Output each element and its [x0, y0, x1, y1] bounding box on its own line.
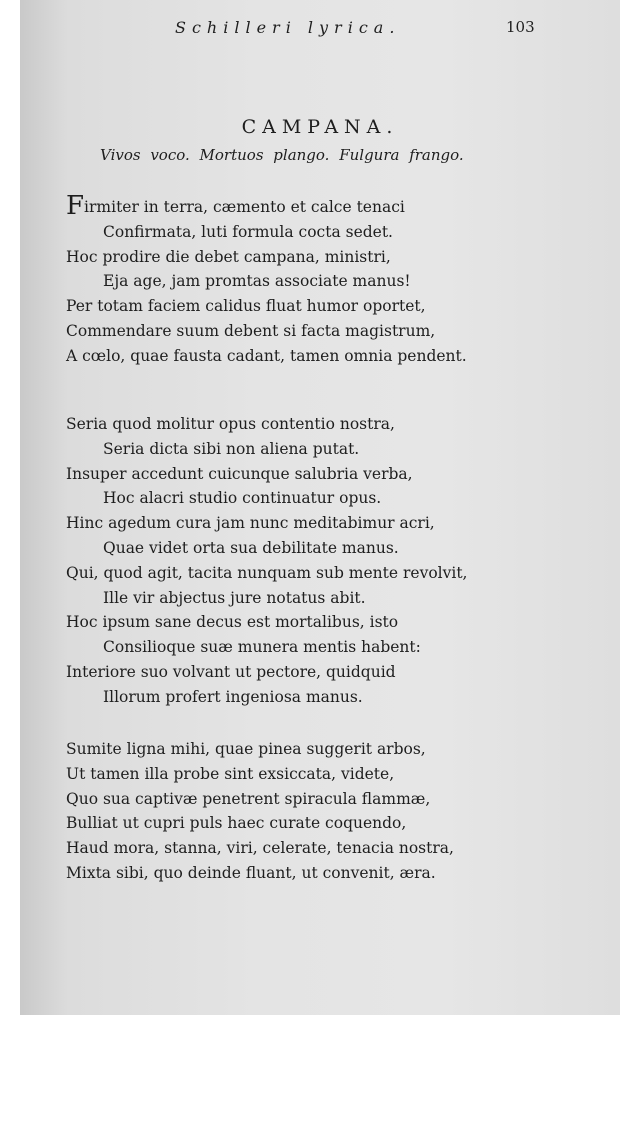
stanza-1	[66, 191, 586, 369]
poem-line-text: Eja age, jam promtas associate manus!	[103, 272, 411, 291]
running-title: Schilleri lyrica.	[175, 18, 401, 37]
poem-line	[66, 191, 586, 221]
poem-line	[66, 610, 586, 635]
drop-cap: F	[66, 191, 85, 221]
poem-line-text: Qui, quod agit, tacita nunquam sub mente revolvit,	[66, 563, 468, 582]
stanza-3	[66, 737, 586, 886]
poem-line	[66, 811, 586, 836]
poem-line-text: Mixta sibi, quo deinde fluant, ut convenit, æra.	[66, 863, 436, 882]
poem-line-text: Quae videt orta sua debilitate manus.	[103, 538, 399, 557]
poem-line	[66, 536, 586, 561]
poem-line	[66, 412, 586, 437]
poem-line-text: Illorum profert ingeniosa manus.	[103, 687, 363, 706]
poem-line-text: Commendare suum debent si facta magistrum,	[66, 321, 436, 340]
poem-line-text: Hoc prodire die debet campana, ministri,	[66, 247, 391, 266]
poem-line-text: Bulliat ut cupri puls haec curate coquendo,	[66, 814, 407, 833]
poem-line	[66, 561, 586, 586]
poem-line	[66, 685, 586, 710]
poem-line-text: Hoc alacri studio continuatur opus.	[103, 489, 382, 508]
poem-line-text: Hinc agedum cura jam nunc meditabimur acri,	[66, 514, 435, 533]
poem-line-text: Seria quod molitur opus contentio nostra,	[66, 415, 395, 433]
poem-line	[66, 245, 586, 270]
poem-motto: Vivos voco. Mortuos plango. Fulgura frango.	[100, 146, 464, 164]
book-page	[20, 0, 620, 1015]
poem-line	[66, 462, 586, 487]
poem-line	[66, 836, 586, 861]
poem-line-text: A cœlo, quae fausta cadant, tamen omnia pendent.	[66, 346, 467, 365]
poem-line	[66, 437, 586, 462]
poem-line	[66, 787, 586, 812]
poem-line	[66, 511, 586, 536]
poem-line-text: Interiore suo volvant ut pectore, quidquid	[66, 662, 396, 681]
poem-line	[66, 269, 586, 294]
stanza-2	[66, 412, 586, 710]
poem-line-text: Consilioque suæ munera mentis habent:	[103, 638, 421, 657]
poem-line-text: Confirmata, luti formula cocta sedet.	[103, 222, 393, 241]
poem-line-text: Sumite ligna mihi, quae pinea suggerit arbos,	[66, 740, 426, 758]
page-header	[20, 18, 620, 42]
poem-line-text: Ut tamen illa probe sint exsiccata, videte,	[66, 764, 395, 783]
poem-line-text: Seria dicta sibi non aliena putat.	[103, 439, 360, 458]
poem-line-text: Quo sua captivæ penetrent spiracula flammæ,	[66, 789, 431, 808]
poem-title: CAMPANA.	[241, 116, 399, 138]
poem-line	[66, 586, 586, 611]
poem-line	[66, 220, 586, 245]
poem-line-text: Haud mora, stanna, viri, celerate, tenacia nostra,	[66, 839, 454, 858]
poem-line	[66, 861, 586, 886]
poem-line-text: Ille vir abjectus jure notatus abit.	[103, 588, 366, 607]
poem-line-text: irmiter in terra, cæmento et calce tenaci	[84, 198, 405, 216]
poem-line	[66, 660, 586, 685]
poem-line	[66, 294, 586, 319]
poem-line-text: Hoc ipsum sane decus est mortalibus, isto	[66, 613, 399, 632]
poem-line	[66, 344, 586, 369]
poem-line-text: Insuper accedunt cuicunque salubria verba,	[66, 464, 413, 483]
poem-line	[66, 319, 586, 344]
poem-line	[66, 486, 586, 511]
poem-line	[66, 737, 586, 762]
poem-line	[66, 635, 586, 660]
poem-line-text: Per totam faciem calidus fluat humor oportet,	[66, 297, 426, 316]
poem-line	[66, 762, 586, 787]
page-number: 103	[506, 18, 535, 36]
